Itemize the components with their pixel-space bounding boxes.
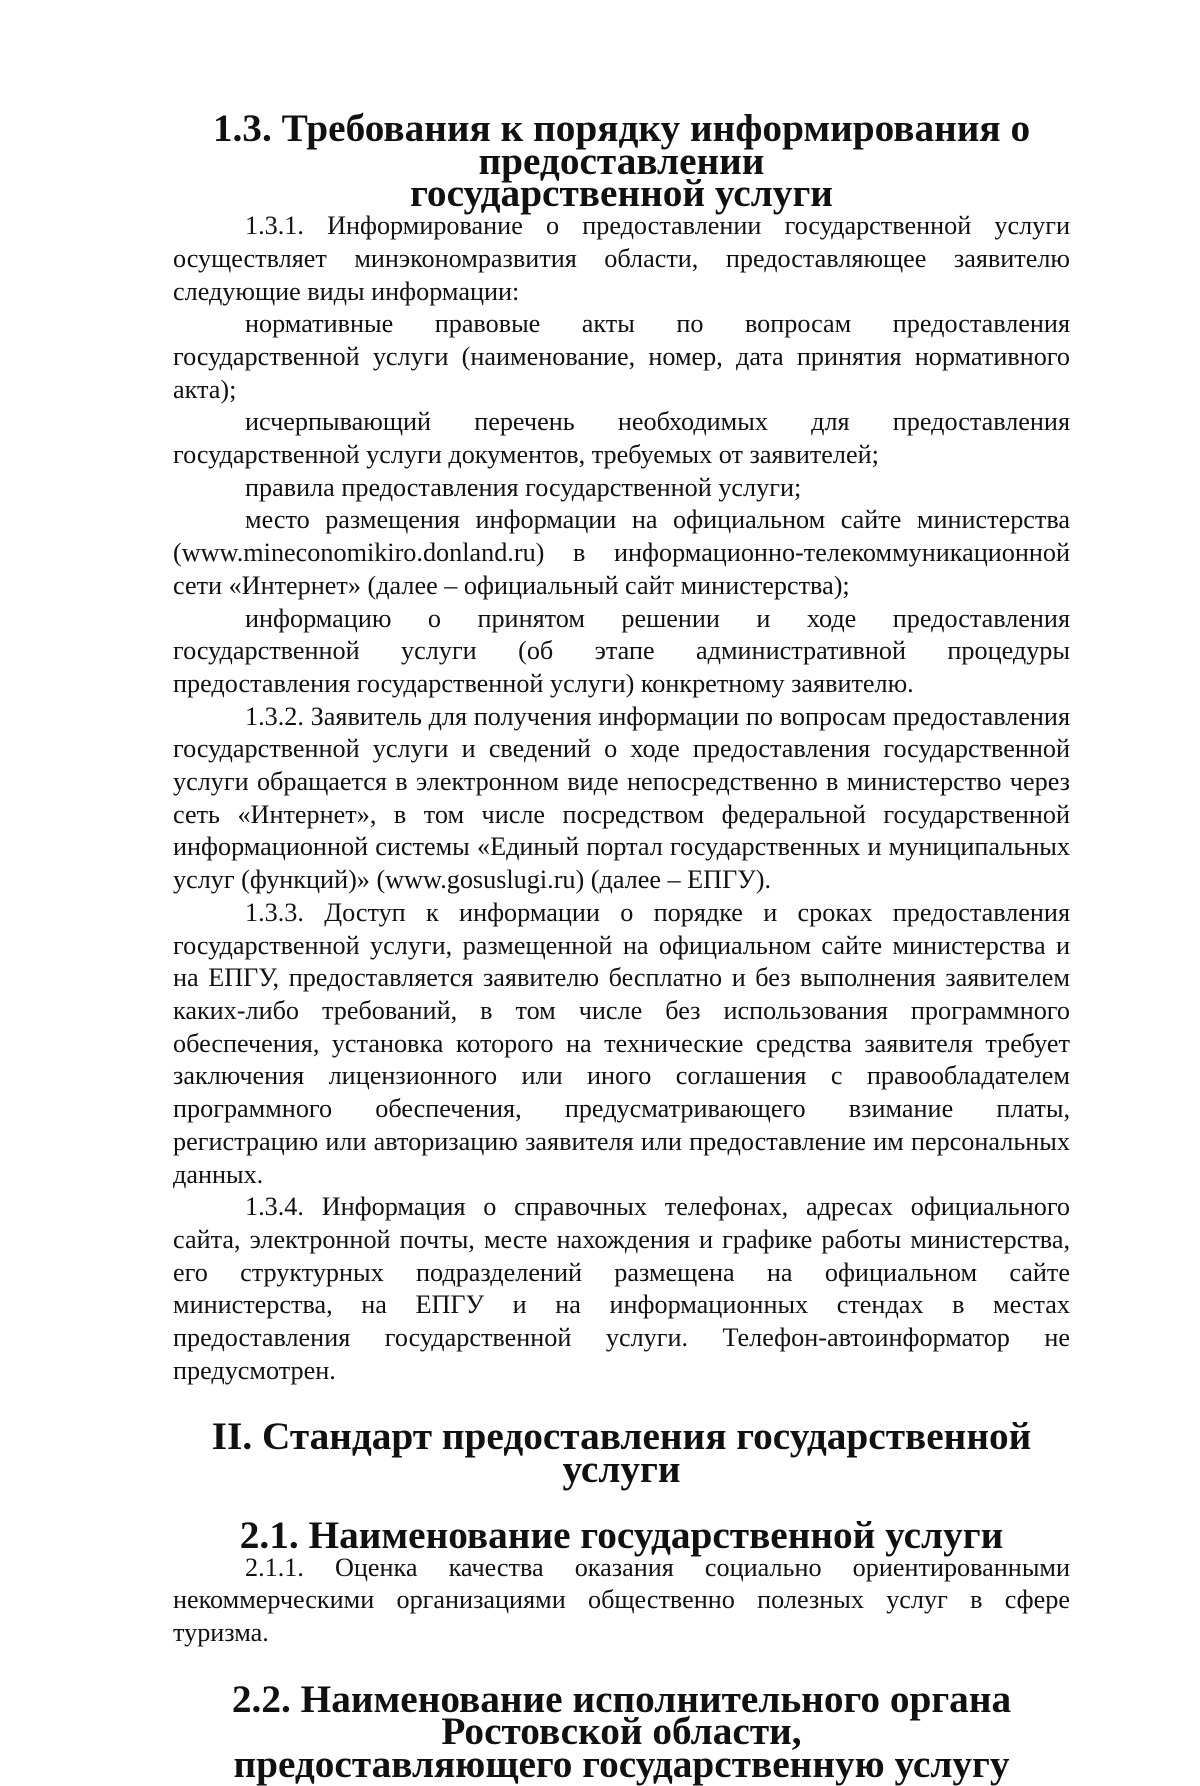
section-2-2-heading-line1: 2.2. Наименование исполнительного органа Ростовской области, [231, 1676, 1012, 1754]
section-2-2-heading [173, 1676, 1070, 1786]
paragraph-info-rules: правила предоставления государственной услуги; [245, 472, 802, 502]
section-1-3-heading-line2: государственной услуги [410, 171, 833, 216]
paragraph-1-3-2: 1.3.2. Заявитель для получения информации по вопросам предоставления государственной услуги и сведений о ходе предоставления государственной услуги обращается в электронном виде непосредственно в министерство через сеть «Интернет», в том числе посредством федеральной государственной информационной системы «Единый портал государственных и муниципальных услуг (функций)» (www.gosuslugi.ru) (далее – ЕПГУ). [173, 701, 1070, 895]
paragraph-1-3-1: 1.3.1. Информирование о предоставлении государственной услуги осуществляет минэкономразвития области, предоставляющее заявителю следующие виды информации: [173, 211, 1070, 306]
section-2-2-heading-line2: предоставляющего государственную услугу [233, 1742, 1010, 1786]
paragraph-info-website: место размещения информации на официальном сайте министерства (www.mineconomikiro.donland.ru) в информационно-телекоммуникационной сети «Интернет» (далее – официальный сайт министерства); [173, 505, 1070, 600]
paragraph-1-3-4: 1.3.4. Информация о справочных телефонах, адресах официального сайта, электронной почты, месте нахождения и графике работы министерства, его структурных подразделений размещена на официальном сайте министерства, на ЕПГУ и на информационных стендах в местах предоставления государственной услуги. Телефон-автоинформатор не предусмотрен. [173, 1192, 1070, 1385]
section-2-1-heading: 2.1. Наименование государственной услуги [239, 1512, 1004, 1557]
paragraph-info-documents-list: исчерпывающий перечень необходимых для предоставления государственной услуги документов, требуемых от заявителей; [173, 407, 1070, 470]
section-ii-heading: II. Стандарт предоставления государственной услуги [211, 1414, 1032, 1492]
paragraph-2-1-1: 2.1.1. Оценка качества оказания социально ориентированными некоммерческими организациями общественно полезных услуг в сфере туризма. [173, 1552, 1070, 1647]
paragraph-info-decision: информацию о принятом решении и ходе предоставления государственной услуги (об этапе административной процедуры предоставления государственной услуги) конкретному заявителю. [173, 603, 1070, 698]
paragraph-1-3-3: 1.3.3. Доступ к информации о порядке и сроках предоставления государственной услуги, размещенной на официальном сайте министерства и на ЕПГУ, предоставляется заявителю бесплатно и без выполнения заявителем каких-либо требований, в том числе без использования программного обеспечения, установка которого на технические средства заявителя требует заключения лицензионного или иного соглашения с правообладателем программного обеспечения, предусматривающего взимание платы, регистрацию или авторизацию заявителя или предоставление им персональных данных. [173, 897, 1070, 1189]
section-1-3-heading-line1: 1.3. Требования к порядку информирования о предоставлении [212, 106, 1031, 183]
section-1-3-heading [173, 106, 1070, 216]
paragraph-info-legal-acts: нормативные правовые акты по вопросам предоставления государственной услуги (наименование, номер, дата принятия нормативного акта); [173, 309, 1070, 404]
